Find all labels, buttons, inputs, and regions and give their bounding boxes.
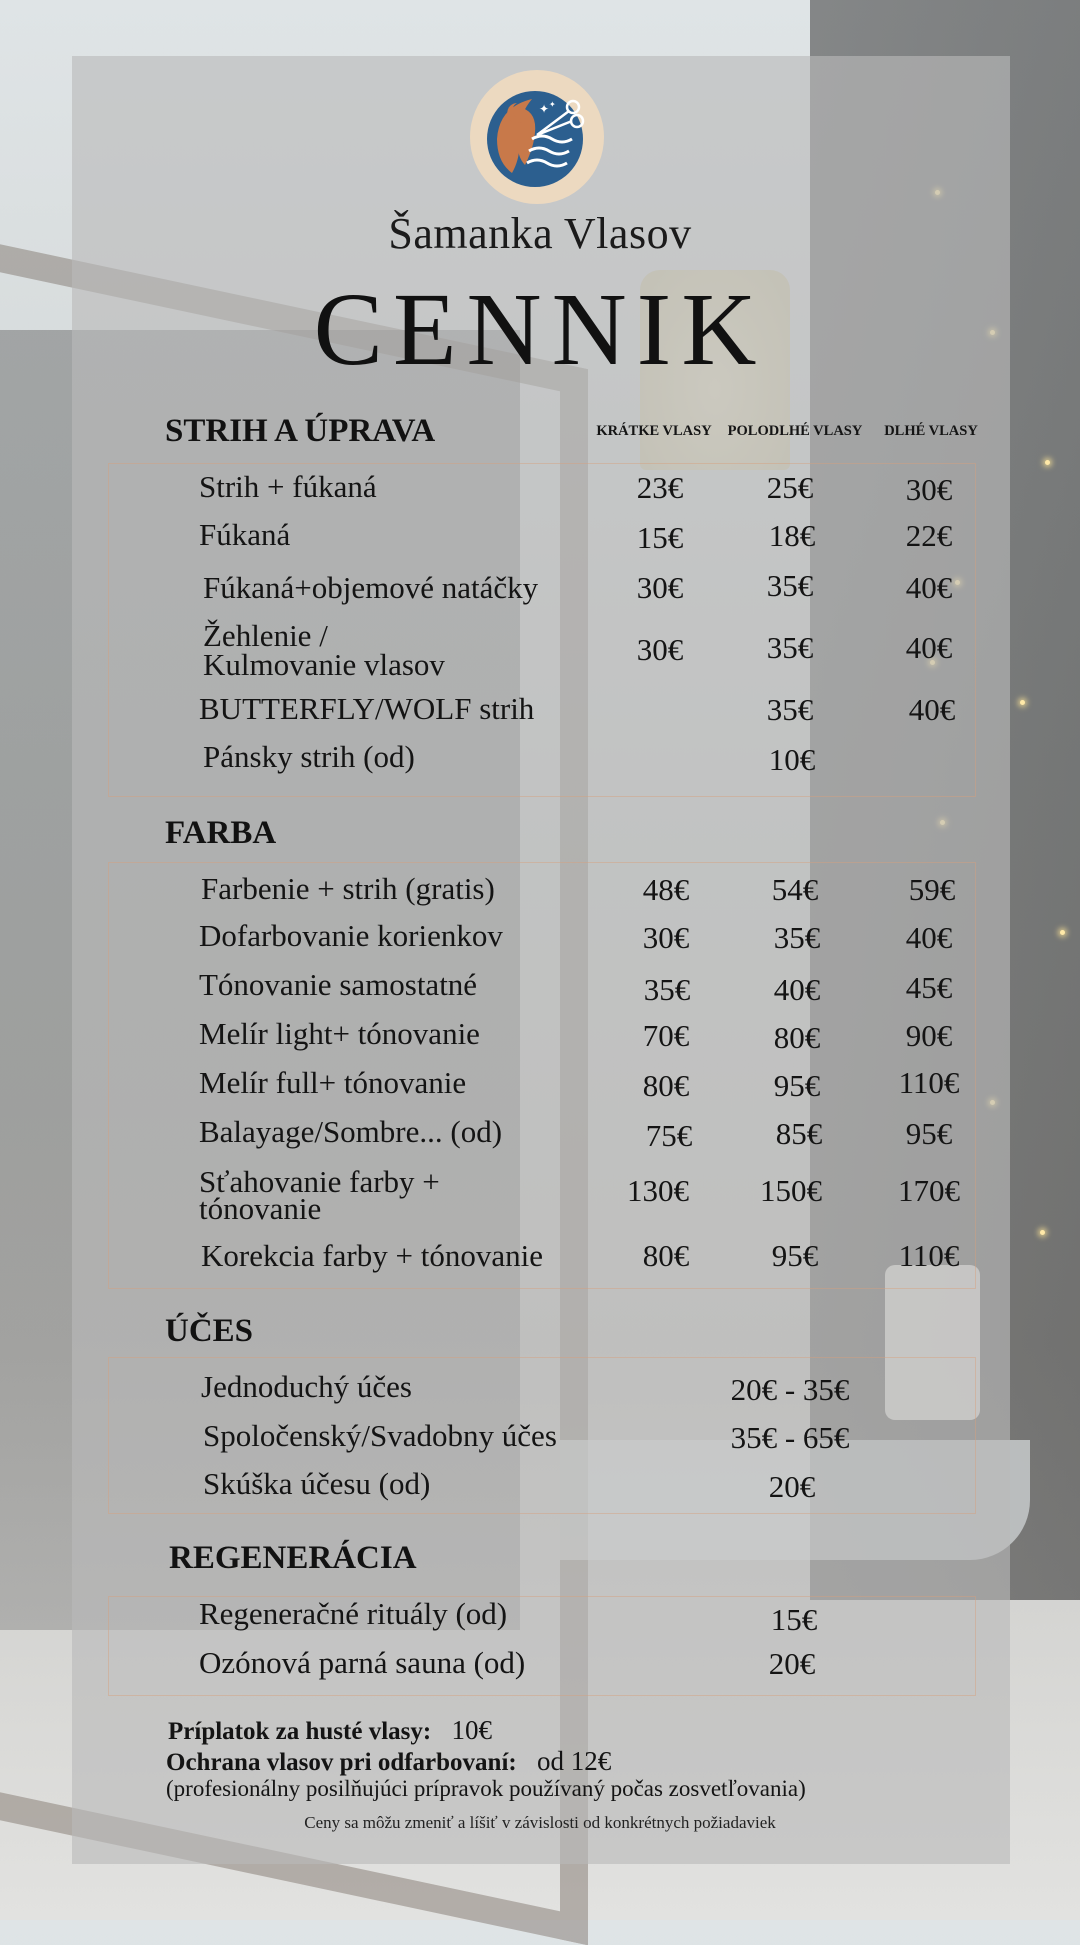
service-name: Regeneračné rituály (od) (199, 1596, 508, 1631)
price-medium: 95€ (773, 1068, 821, 1103)
section-title-strih: STRIH A ÚPRAVA (165, 413, 436, 449)
section-title-regeneracia: REGENERÁCIA (169, 1540, 417, 1576)
price-medium: 40€ (773, 972, 821, 1007)
price-long: 30€ (905, 472, 953, 507)
price-long: 170€ (898, 1173, 960, 1208)
price-short: 30€ (636, 570, 684, 605)
price: 20€ (768, 1469, 816, 1504)
price-medium: 95€ (771, 1238, 819, 1273)
section-title-farba: FARBA (165, 815, 277, 851)
price-long: 45€ (905, 970, 953, 1005)
page-title: CENNIK (313, 272, 767, 387)
svg-text:✦: ✦ (539, 102, 550, 116)
surcharge-value: 10€ (451, 1715, 492, 1745)
price-short: 23€ (636, 470, 684, 505)
service-name: Dofarbovanie korienkov (199, 918, 503, 953)
service-name: Melír full+ tónovanie (199, 1065, 467, 1100)
price-medium: 35€ (766, 630, 814, 665)
service-name: Melír light+ tónovanie (199, 1016, 480, 1051)
service-name: Fúkaná (199, 517, 291, 552)
price-medium: 85€ (775, 1116, 823, 1151)
column-header-short: KRÁTKE VLASY (596, 423, 712, 439)
hair-scissors-moon-logo-icon (477, 77, 597, 197)
price-long: 40€ (908, 692, 956, 727)
service-name: Jednoduchý účes (201, 1369, 412, 1404)
price-range: 20€ - 35€ (730, 1372, 850, 1407)
price-short: 30€ (642, 920, 690, 955)
svg-text:✦: ✦ (549, 100, 556, 109)
price-long: 40€ (905, 920, 953, 955)
price-medium: 35€ (773, 920, 821, 955)
price-long: 110€ (898, 1065, 960, 1100)
service-name: Tónovanie samostatné (199, 967, 478, 1002)
price-medium: 80€ (773, 1020, 821, 1055)
price-medium: 25€ (766, 470, 814, 505)
service-name-line2: tónovanie (199, 1191, 322, 1226)
price-range: 35€ - 65€ (730, 1420, 850, 1455)
price-medium: 18€ (768, 518, 816, 553)
brand-logo (470, 70, 604, 204)
price-medium: 35€ (766, 692, 814, 727)
price-short: 130€ (627, 1173, 689, 1208)
price-short: 80€ (642, 1068, 690, 1103)
service-name: Spoločenský/Svadobny účes (203, 1418, 557, 1453)
price-short: 75€ (645, 1118, 693, 1153)
price-long: 22€ (905, 518, 953, 553)
price-long: 40€ (905, 570, 953, 605)
protection-line (166, 1746, 611, 1777)
price: 20€ (768, 1646, 816, 1681)
service-name: Ozónová parná sauna (od) (199, 1645, 526, 1680)
price-short: 15€ (636, 520, 684, 555)
price-medium: 10€ (768, 742, 816, 777)
price-medium: 54€ (771, 872, 819, 907)
column-header-medium: POLODLHÉ VLASY (727, 423, 863, 439)
disclaimer: Ceny sa môžu zmeniť a líšiť v závislosti od konkrétnych požiadaviek (304, 1813, 776, 1832)
service-name: Pánsky strih (od) (203, 739, 415, 774)
surcharge-line (168, 1715, 492, 1746)
price-medium: 150€ (760, 1173, 822, 1208)
service-name: BUTTERFLY/WOLF strih (199, 691, 535, 726)
service-name-line1: Sťahovanie farby + (199, 1164, 440, 1199)
price-medium: 35€ (766, 568, 814, 603)
service-name: Balayage/Sombre... (od) (199, 1114, 503, 1149)
service-name: Farbenie + strih (gratis) (201, 871, 495, 906)
service-name: Korekcia farby + tónovanie (201, 1238, 543, 1273)
service-name: Skúška účesu (od) (203, 1466, 431, 1501)
service-name-line1: Žehlenie / (203, 618, 328, 653)
protection-note: (profesionálny posilňujúci prípravok používaný počas zosvetľovania) (166, 1776, 806, 1801)
surcharge-label: Príplatok za husté vlasy: (168, 1718, 432, 1745)
section-title-uces: ÚČES (165, 1313, 254, 1349)
price: 15€ (770, 1602, 818, 1637)
protection-value: od 12€ (536, 1746, 612, 1776)
service-name-line2: Kulmovanie vlasov (203, 647, 445, 682)
price-long: 59€ (908, 872, 956, 907)
price-long: 110€ (898, 1238, 960, 1273)
price-short: 80€ (642, 1238, 690, 1273)
column-header-long: DLHÉ VLASY (884, 423, 978, 439)
service-name: Strih + fúkaná (199, 469, 377, 504)
price-long: 40€ (905, 630, 953, 665)
price-short: 35€ (643, 972, 691, 1007)
price-long: 95€ (905, 1116, 953, 1151)
price-long: 90€ (905, 1018, 953, 1053)
price-short: 48€ (642, 872, 690, 907)
price-short: 70€ (642, 1018, 690, 1053)
protection-label: Ochrana vlasov pri odfarbovaní: (166, 1749, 517, 1776)
brand-name: Šamanka Vlasov (388, 209, 692, 258)
service-name: Fúkaná+objemové natáčky (203, 570, 539, 605)
price-short: 30€ (636, 632, 684, 667)
